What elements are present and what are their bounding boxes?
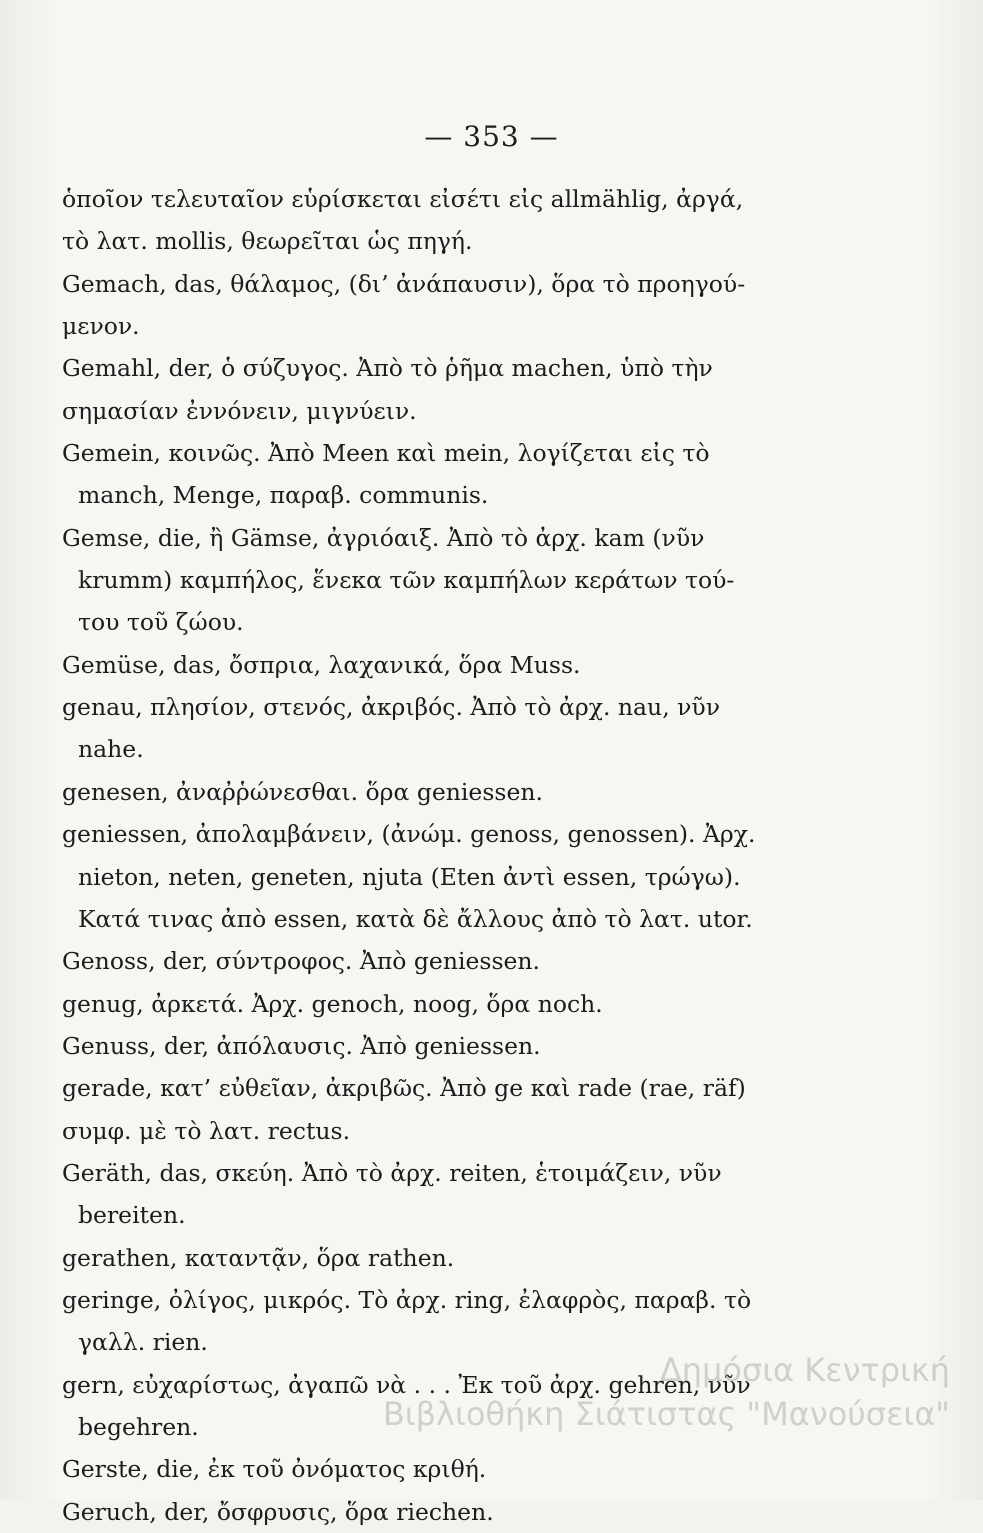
text-line: Geräth, das, σκεύη. Ἀπὸ τὸ ἀρχ. reiten, ἑτοιμάζειν, νῦν (62, 1158, 722, 1187)
text-line: geringe, ὀλίγος, μικρός. Τὸ ἀρχ. ring, ἐλαφρὸς, παραβ. τὸ (62, 1285, 752, 1314)
text-line: nahe. (78, 735, 144, 764)
watermark-line-1: Δημόσια Κεντρική (659, 1351, 950, 1389)
text-line: Gerste, die, ἐκ τοῦ ὀνόματος κριθή. (62, 1455, 487, 1484)
text-line: genau, πλησίον, στενός, ἀκριβός. Ἀπὸ τὸ ἀρχ. nau, νῦν (62, 693, 720, 722)
text-line: Genoss, der, σύντροφος. Ἀπὸ geniessen. (62, 947, 541, 976)
text-line: ὁποῖον τελευταῖον εὑρίσκεται εἰσέτι εἰς allmählig, ἀργά, (62, 185, 744, 213)
dictionary-entries (62, 178, 762, 1533)
text-line: genesen, ἀναῤῥώνεσθαι. ὅρα geniessen. (62, 777, 543, 806)
text-line: Gemach, das, θάλαμος, (δι’ ἀνάπαυσιν), ὅρα τὸ προηγού- (62, 269, 746, 298)
text-line: γαλλ. rien. (78, 1328, 208, 1357)
text-line: Gemein, κοινῶς. Ἀπὸ Meen καὶ mein, λογίζεται εἰς τὸ (62, 439, 710, 468)
text-line: krumm) καμπήλος, ἕνεκα τῶν καμπήλων κεράτων τού- (78, 566, 735, 595)
text-line: genug, ἀρκετά. Ἀρχ. genoch, noog, ὅρα noch. (62, 989, 603, 1018)
text-line: nieton, neten, geneten, njuta (Eten ἀντὶ essen, τρώγω). (78, 862, 741, 891)
text-line: σημασίαν ἐννόνειν, μιγνύειν. (62, 396, 417, 425)
text-line: manch, Menge, παραβ. communis. (78, 481, 489, 510)
text-line: begehren. (78, 1412, 199, 1441)
text-line: bereiten. (78, 1201, 186, 1230)
text-line: μενον. (62, 312, 140, 341)
library-watermark (230, 1348, 950, 1436)
page-number: — 353 — (424, 120, 559, 153)
text-line: Κατά τινας ἀπὸ essen, κατὰ δὲ ἄλλους ἀπὸ τὸ λατ. utor. (78, 904, 753, 933)
text-line: Geruch, der, ὄσφρυσις, ὅρα riechen. (62, 1497, 494, 1526)
text-line: Gemüse, das, ὄσπρια, λαχανικά, ὅρα Muss. (62, 650, 581, 679)
text-line: gerathen, καταντᾷν, ὅρα rathen. (62, 1243, 455, 1272)
watermark-line-2: Βιβλιοθήκη Σιάτιστας "Μανούσεια" (382, 1395, 950, 1433)
text-line: συμφ. μὲ τὸ λατ. rectus. (62, 1116, 351, 1145)
text-line: gern, εὐχαρίστως, ἀγαπῶ νὰ . . . Ἐκ τοῦ ἀρχ. gehren, νῦν (62, 1370, 751, 1399)
text-line: Genuss, der, ἀπόλαυσις. Ἀπὸ geniessen. (62, 1031, 541, 1060)
text-line: του τοῦ ζώου. (78, 608, 244, 637)
text-line: Gemse, die, ἢ Gämse, ἀγριόαιξ. Ἀπὸ τὸ ἀρχ. kam (νῦν (62, 523, 705, 552)
text-line: geniessen, ἀπολαμβάνειν, (ἀνώμ. genoss, genossen). Ἀρχ. (62, 820, 756, 849)
text-line: τὸ λατ. mollis, θεωρεῖται ὡς πηγή. (62, 227, 473, 256)
text-line: gerade, κατ’ εὐθεῖαν, ἀκριβῶς. Ἀπὸ ge καὶ rade (rae, räf) (62, 1074, 746, 1103)
text-line: Gemahl, der, ὁ σύζυγος. Ἀπὸ τὸ ῥῆμα machen, ὑπὸ τὴν (62, 354, 713, 383)
